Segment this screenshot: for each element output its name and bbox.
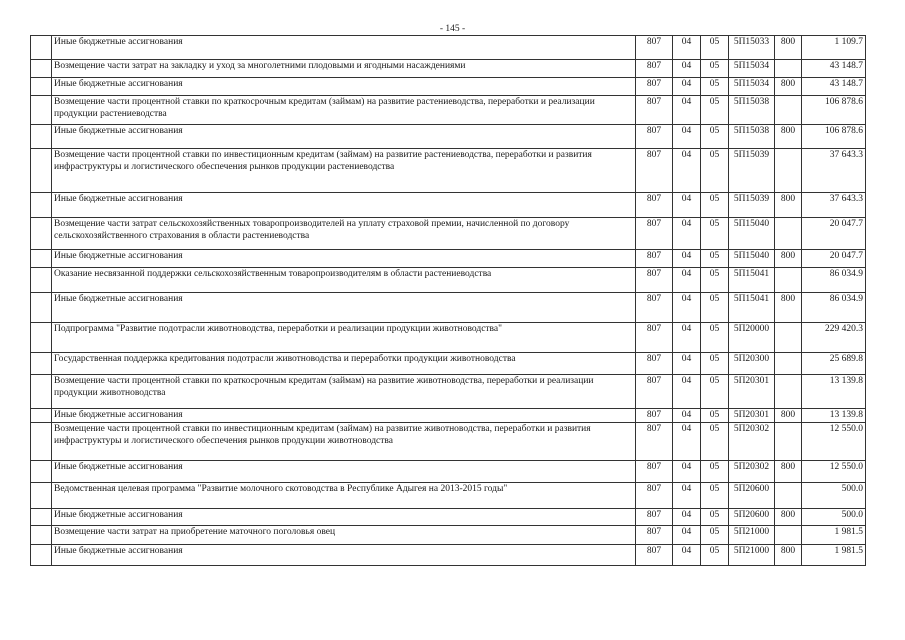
row-margin-cell xyxy=(31,218,52,250)
subsection-code: 05 xyxy=(701,193,729,218)
table-row xyxy=(31,193,866,218)
department-code: 807 xyxy=(636,323,673,353)
department-code: 807 xyxy=(636,409,673,423)
target-article-code: 5П15038 xyxy=(729,125,775,149)
budget-item-name: Возмещение части затрат на закладку и уход за многолетними плодовыми и ягодными насаждениями xyxy=(52,60,636,78)
subsection-code: 05 xyxy=(701,78,729,96)
target-article-code: 5П20000 xyxy=(729,323,775,353)
target-article-code: 5П15039 xyxy=(729,149,775,193)
expense-type-code: 800 xyxy=(775,509,802,526)
page-number: - 145 - xyxy=(439,24,466,34)
amount: 86 034.9 xyxy=(802,293,866,323)
budget-item-name: Ведомственная целевая программа "Развитие молочного скотоводства в Республике Адыгея на 2013-2015 годы" xyxy=(52,483,636,509)
budget-table-body xyxy=(31,36,866,566)
expense-type-code: 800 xyxy=(775,78,802,96)
row-margin-cell xyxy=(31,461,52,483)
row-margin-cell xyxy=(31,375,52,409)
amount: 20 047.7 xyxy=(802,250,866,268)
department-code: 807 xyxy=(636,526,673,545)
table-row xyxy=(31,268,866,293)
department-code: 807 xyxy=(636,375,673,409)
section-code: 04 xyxy=(673,526,701,545)
table-row xyxy=(31,526,866,545)
department-code: 807 xyxy=(636,545,673,566)
table-row xyxy=(31,375,866,409)
table-row xyxy=(31,483,866,509)
subsection-code: 05 xyxy=(701,36,729,60)
row-margin-cell xyxy=(31,409,52,423)
target-article-code: 5П15033 xyxy=(729,36,775,60)
expense-type-code: 800 xyxy=(775,545,802,566)
amount: 12 550.0 xyxy=(802,423,866,461)
row-margin-cell xyxy=(31,526,52,545)
section-code: 04 xyxy=(673,483,701,509)
budget-item-name: Иные бюджетные ассигнования xyxy=(52,78,636,96)
subsection-code: 05 xyxy=(701,526,729,545)
budget-item-name: Иные бюджетные ассигнования xyxy=(52,250,636,268)
budget-item-name: Возмещение части процентной ставки по инвестиционным кредитам (займам) на развитие растениеводства, переработки и развития инфраструктуры и логистического обеспечения рынков продукции растениеводства xyxy=(52,149,636,193)
subsection-code: 05 xyxy=(701,323,729,353)
department-code: 807 xyxy=(636,193,673,218)
section-code: 04 xyxy=(673,509,701,526)
table-row xyxy=(31,218,866,250)
subsection-code: 05 xyxy=(701,461,729,483)
target-article-code: 5П15038 xyxy=(729,96,775,125)
department-code: 807 xyxy=(636,218,673,250)
amount: 13 139.8 xyxy=(802,375,866,409)
section-code: 04 xyxy=(673,461,701,483)
department-code: 807 xyxy=(636,60,673,78)
section-code: 04 xyxy=(673,545,701,566)
section-code: 04 xyxy=(673,268,701,293)
budget-item-name: Возмещение части процентной ставки по краткосрочным кредитам (займам) на развитие животноводства, переработки и реализации продукции животноводства xyxy=(52,375,636,409)
amount: 43 148.7 xyxy=(802,60,866,78)
expense-type-code: 800 xyxy=(775,461,802,483)
target-article-code: 5П15040 xyxy=(729,250,775,268)
table-row xyxy=(31,78,866,96)
department-code: 807 xyxy=(636,250,673,268)
table-row xyxy=(31,545,866,566)
table-row xyxy=(31,149,866,193)
section-code: 04 xyxy=(673,218,701,250)
amount: 12 550.0 xyxy=(802,461,866,483)
target-article-code: 5П20301 xyxy=(729,375,775,409)
target-article-code: 5П20301 xyxy=(729,409,775,423)
row-margin-cell xyxy=(31,323,52,353)
budget-item-name: Подпрограмма "Развитие подотрасли животноводства, переработки и реализации продукции животноводства" xyxy=(52,323,636,353)
target-article-code: 5П21000 xyxy=(729,526,775,545)
budget-item-name: Иные бюджетные ассигнования xyxy=(52,545,636,566)
target-article-code: 5П15040 xyxy=(729,218,775,250)
amount: 37 643.3 xyxy=(802,193,866,218)
target-article-code: 5П21000 xyxy=(729,545,775,566)
subsection-code: 05 xyxy=(701,149,729,193)
subsection-code: 05 xyxy=(701,250,729,268)
department-code: 807 xyxy=(636,78,673,96)
amount: 20 047.7 xyxy=(802,218,866,250)
budget-item-name: Государственная поддержка кредитования подотрасли животноводства и переработки продукции животноводства xyxy=(52,353,636,375)
table-row xyxy=(31,293,866,323)
department-code: 807 xyxy=(636,149,673,193)
expense-type-code xyxy=(775,353,802,375)
expense-type-code xyxy=(775,375,802,409)
department-code: 807 xyxy=(636,96,673,125)
subsection-code: 05 xyxy=(701,545,729,566)
amount: 25 689.8 xyxy=(802,353,866,375)
expense-type-code xyxy=(775,323,802,353)
expense-type-code xyxy=(775,96,802,125)
subsection-code: 05 xyxy=(701,483,729,509)
amount: 106 878.6 xyxy=(802,96,866,125)
expense-type-code: 800 xyxy=(775,293,802,323)
budget-item-name: Иные бюджетные ассигнования xyxy=(52,193,636,218)
budget-item-name: Иные бюджетные ассигнования xyxy=(52,409,636,423)
amount: 43 148.7 xyxy=(802,78,866,96)
subsection-code: 05 xyxy=(701,423,729,461)
amount: 13 139.8 xyxy=(802,409,866,423)
section-code: 04 xyxy=(673,423,701,461)
amount: 500.0 xyxy=(802,509,866,526)
expense-type-code xyxy=(775,60,802,78)
department-code: 807 xyxy=(636,483,673,509)
subsection-code: 05 xyxy=(701,96,729,125)
section-code: 04 xyxy=(673,36,701,60)
section-code: 04 xyxy=(673,323,701,353)
target-article-code: 5П20600 xyxy=(729,483,775,509)
row-margin-cell xyxy=(31,36,52,60)
budget-item-name: Возмещение части затрат сельскохозяйственных товаропроизводителей на уплату страховой премии, начисленной по договору сельскохозяйственного страхования в области растениеводства xyxy=(52,218,636,250)
department-code: 807 xyxy=(636,353,673,375)
section-code: 04 xyxy=(673,375,701,409)
department-code: 807 xyxy=(636,36,673,60)
target-article-code: 5П20302 xyxy=(729,423,775,461)
department-code: 807 xyxy=(636,293,673,323)
table-row xyxy=(31,353,866,375)
table-row xyxy=(31,250,866,268)
budget-table xyxy=(30,35,866,566)
budget-item-name: Иные бюджетные ассигнования xyxy=(52,36,636,60)
expense-type-code: 800 xyxy=(775,250,802,268)
budget-item-name: Иные бюджетные ассигнования xyxy=(52,461,636,483)
budget-item-name: Иные бюджетные ассигнования xyxy=(52,125,636,149)
budget-item-name: Оказание несвязанной поддержки сельскохозяйственным товаропроизводителям в области растениеводства xyxy=(52,268,636,293)
section-code: 04 xyxy=(673,250,701,268)
section-code: 04 xyxy=(673,193,701,218)
section-code: 04 xyxy=(673,149,701,193)
row-margin-cell xyxy=(31,353,52,375)
table-row xyxy=(31,461,866,483)
subsection-code: 05 xyxy=(701,60,729,78)
budget-item-name: Возмещение части затрат на приобретение маточного поголовья овец xyxy=(52,526,636,545)
expense-type-code xyxy=(775,218,802,250)
expense-type-code xyxy=(775,483,802,509)
row-margin-cell xyxy=(31,293,52,323)
subsection-code: 05 xyxy=(701,218,729,250)
subsection-code: 05 xyxy=(701,125,729,149)
expense-type-code: 800 xyxy=(775,36,802,60)
budget-item-name: Возмещение части процентной ставки по краткосрочным кредитам (займам) на развитие растениеводства, переработки и реализации продукции растениеводства xyxy=(52,96,636,125)
section-code: 04 xyxy=(673,96,701,125)
table-row xyxy=(31,36,866,60)
department-code: 807 xyxy=(636,268,673,293)
expense-type-code: 800 xyxy=(775,125,802,149)
amount: 229 420.3 xyxy=(802,323,866,353)
target-article-code: 5П15039 xyxy=(729,193,775,218)
row-margin-cell xyxy=(31,423,52,461)
row-margin-cell xyxy=(31,483,52,509)
department-code: 807 xyxy=(636,423,673,461)
row-margin-cell xyxy=(31,125,52,149)
section-code: 04 xyxy=(673,293,701,323)
row-margin-cell xyxy=(31,268,52,293)
budget-item-name: Иные бюджетные ассигнования xyxy=(52,293,636,323)
row-margin-cell xyxy=(31,193,52,218)
table-row xyxy=(31,409,866,423)
section-code: 04 xyxy=(673,60,701,78)
table-row xyxy=(31,323,866,353)
row-margin-cell xyxy=(31,96,52,125)
amount: 37 643.3 xyxy=(802,149,866,193)
amount: 1 981.5 xyxy=(802,526,866,545)
target-article-code: 5П20302 xyxy=(729,461,775,483)
amount: 500.0 xyxy=(802,483,866,509)
target-article-code: 5П20600 xyxy=(729,509,775,526)
department-code: 807 xyxy=(636,125,673,149)
section-code: 04 xyxy=(673,125,701,149)
row-margin-cell xyxy=(31,509,52,526)
department-code: 807 xyxy=(636,461,673,483)
subsection-code: 05 xyxy=(701,353,729,375)
subsection-code: 05 xyxy=(701,509,729,526)
table-row xyxy=(31,509,866,526)
row-margin-cell xyxy=(31,60,52,78)
amount: 106 878.6 xyxy=(802,125,866,149)
subsection-code: 05 xyxy=(701,409,729,423)
target-article-code: 5П15041 xyxy=(729,268,775,293)
subsection-code: 05 xyxy=(701,375,729,409)
budget-item-name: Возмещение части процентной ставки по инвестиционным кредитам (займам) на развитие животноводства, переработки и развития инфраструктуры и логистического обеспечения рынков продукции животноводства xyxy=(52,423,636,461)
row-margin-cell xyxy=(31,545,52,566)
table-row xyxy=(31,125,866,149)
table-row xyxy=(31,423,866,461)
row-margin-cell xyxy=(31,149,52,193)
target-article-code: 5П20300 xyxy=(729,353,775,375)
expense-type-code xyxy=(775,149,802,193)
expense-type-code xyxy=(775,526,802,545)
expense-type-code xyxy=(775,268,802,293)
section-code: 04 xyxy=(673,353,701,375)
table-row xyxy=(31,60,866,78)
subsection-code: 05 xyxy=(701,293,729,323)
target-article-code: 5П15034 xyxy=(729,60,775,78)
subsection-code: 05 xyxy=(701,268,729,293)
row-margin-cell xyxy=(31,78,52,96)
section-code: 04 xyxy=(673,78,701,96)
expense-type-code: 800 xyxy=(775,193,802,218)
target-article-code: 5П15034 xyxy=(729,78,775,96)
table-row xyxy=(31,96,866,125)
expense-type-code: 800 xyxy=(775,409,802,423)
budget-item-name: Иные бюджетные ассигнования xyxy=(52,509,636,526)
department-code: 807 xyxy=(636,509,673,526)
section-code: 04 xyxy=(673,409,701,423)
amount: 86 034.9 xyxy=(802,268,866,293)
row-margin-cell xyxy=(31,250,52,268)
amount: 1 109.7 xyxy=(802,36,866,60)
expense-type-code xyxy=(775,423,802,461)
amount: 1 981.5 xyxy=(802,545,866,566)
target-article-code: 5П15041 xyxy=(729,293,775,323)
